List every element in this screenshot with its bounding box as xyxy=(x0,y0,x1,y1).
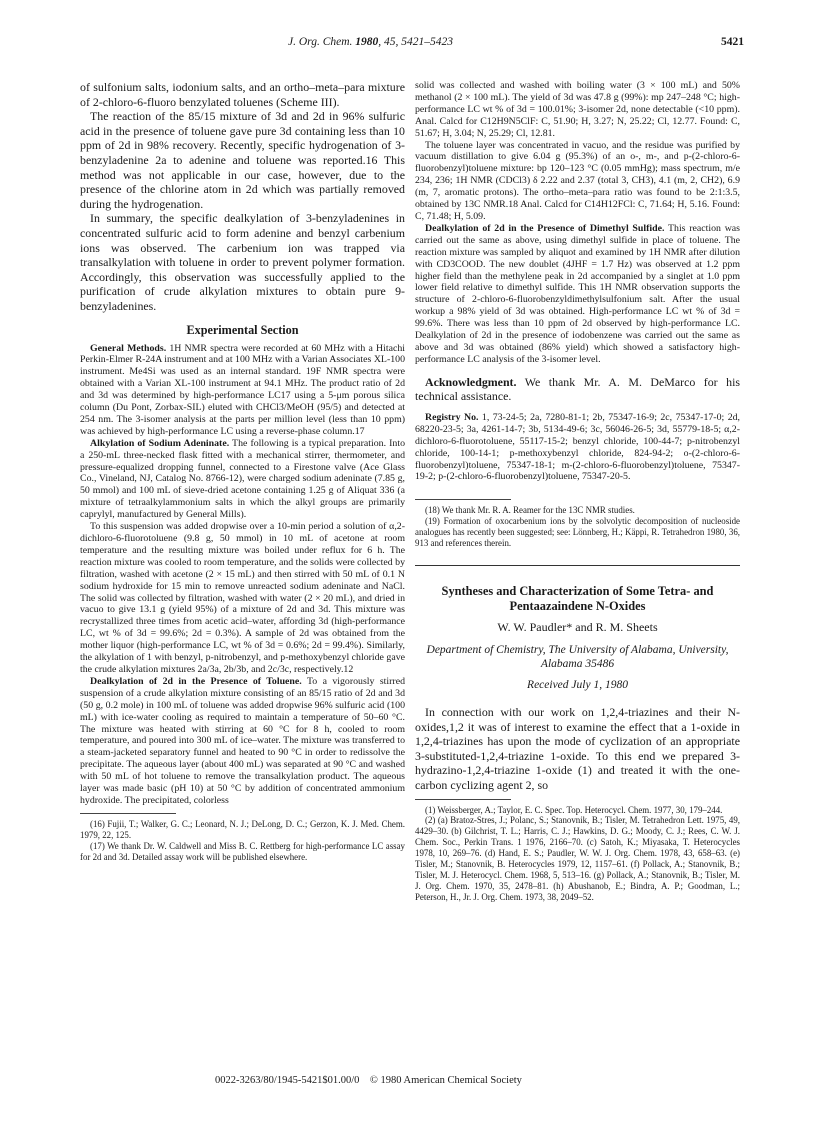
journal-pages: , 5421–5423 xyxy=(395,36,454,48)
paragraph-body: We thank Mr. A. M. DeMarco for his technical assistance. xyxy=(415,374,740,404)
received-date: Received July 1, 1980 xyxy=(527,679,628,691)
footnote: (1) Weissberger, A.; Taylor, E. C. Spec. Top. Heterocycl. Chem. 1977, 30, 179–244. xyxy=(425,804,723,815)
footnote: (19) Formation of oxocarbenium ions by the solvolytic decomposition of nucleoside analogues has recently been suggested; see: Lönnberg, H.; Käppi, R. Tetrahedron 1980, 36, 913 and references therein. xyxy=(415,516,740,549)
footer-copyright: © 1980 American Chemical Society xyxy=(369,1075,522,1086)
paragraph: In connection with our work on 1,2,4-triazines and their N-oxides,1,2 it was of interest to examine the effect that a 1-oxide in 1,2,4-triazines has upon the mode of cyclization of an appropriate 3-substituted-1,2,4-triazine 1-oxide. To this end we prepared 3-hydrazino-1,2,4-triazine 1-oxide (1) and treated it with the one-carbon cyclizing agent 2, so xyxy=(415,705,740,792)
journal-year: 1980 xyxy=(355,36,379,48)
paragraph-body: 1, 73-24-5; 2a, 7280-81-1; 2b, 75347-16-9; 2c, 75347-17-0; 2d, 68220-23-5; 3a, 4261-14-7; 3b, 5134-49-6; 3c, 56046-26-5; 3d, 55779-18-5; α,2-dichloro-6-fluorotoluene, 55117-15-2; benzyl chloride, 100-44-7; p-nitrobenzyl chloride, 100-14-1; p-methoxybenzyl chloride, 824-94-2; o-(2-chloro-6-fluorobenzyl)toluene, 75347-18-1; m-(2-chloro-6-fluorobenzyl)toluene, 75347-19-2; p-(2-chloro-6-fluorobenzyl)toluene, 75347-20-5. xyxy=(415,411,740,483)
paragraph xyxy=(80,343,405,438)
footnote: (16) Fujii, T.; Walker, G. C.; Leonard, N. J.; DeLong, D. C.; Gerzon, K. J. Med. Chem. 1979, 22, 125. xyxy=(80,818,405,840)
left-column xyxy=(80,80,405,862)
paragraph-body: The following is a typical preparation. Into a 250-mL three-necked flask fitted with a mechanical stirrer, thermometer, and pressure-equalized dropping funnel, connected to a Firestone valve (Ace Glass Co., Vineland, NJ, Catalog No. 8766-12), were charged sodium adeninate (7.85 g, 50 mmol) and 100 mL of sieve-dried acetone containing 1.25 g of Aliquat 336 (a mixture of tetraalkylammonium salts in which the alkyl groups are primarily caprylyl, manufactured by General Mills). xyxy=(80,437,405,521)
registry-numbers xyxy=(415,412,740,483)
paragraph xyxy=(80,438,405,521)
run-in-heading: Dealkylation of 2d in the Presence of Dimethyl Sulfide. xyxy=(425,222,665,234)
footer-code: 0022-3263/80/1945-5421$01.00/0 xyxy=(215,1075,360,1086)
run-in-heading: Dealkylation of 2d in the Presence of Toluene. xyxy=(90,675,302,687)
page-footer xyxy=(215,1075,522,1086)
paragraph: of sulfonium salts, iodonium salts, and an ortho–meta–para mixture of 2-chloro-6-fluoro benzylated toluenes (Scheme III). xyxy=(80,80,405,109)
footnote-divider xyxy=(415,799,511,800)
paragraph-body: To a vigorously stirred suspension of a crude alkylation mixture consisting of an 85/15 ratio of 2d and 3d (50 g, 0.2 mole) in 100 mL of toluene was added dropwise 96% sulfuric acid (100 mL) with ice-water cooling as required to maintain a temperature of 50–60 °C. The mixture was heated with stirring at 60 °C for 8 h, cooled to room temperature, and poured into 300 mL of ice–water. The mixture was transferred to a steam-jacketed separatory funnel and heated to 90 °C in order to redissolve the precipitate. The aqueous layer (about 400 mL) was separated at 90 °C and washed with 50 mL of hot toluene to remove the transalkylation product. The aqueous layer was made basic (pH 10) at 50 °C by addition of concentrated ammonium hydroxide. The precipitated, colorless xyxy=(80,675,405,806)
article-divider xyxy=(415,565,740,566)
page-number: 5421 xyxy=(721,36,744,48)
run-in-heading: Alkylation of Sodium Adeninate. xyxy=(90,437,230,449)
article-title: Syntheses and Characterization of Some Tetra- and Pentaazaindene N-Oxides xyxy=(441,584,714,613)
paragraph: To this suspension was added dropwise over a 10-min period a solution of α,2-dichloro-6-fluorotoluene (9.8 g, 50 mmol) in 10 mL of acetone at room temperature and the resulting mixture was boiled under reflux for 6 h. The reaction mixture was cooled to room temperature, and the solids were collected by filtration, washed with acetone (2 × 15 mL) and then stirred with 50 mL of 0.1 N sodium hydroxide for 15 min to remove unreacted sodium adeninate and NaCl. The solid was collected by filtration, washed with water (2 × 20 mL), and dried in vacuo to give 13.1 g (yield 95%) of a mixture of 2d and 3d. This mixture was recrystallized three times from acetic acid–water, affording 3d (high-performance LC, wt % of 3d = 99.6%; 2d = 0.3%). A sample of 2d was obtained from the mother liquor (high-performance LC, wt % of 3d = 0.6%; 2d = 99.4%). Similarly, the alkylation of 1 with benzyl, p-nitrobenzyl, and p-methoxybenzyl chloride gave the crude alkylation mixtures 2a/3a, 2b/3b, and 2c/3c, respectively.12 xyxy=(80,521,406,675)
paragraph: solid was collected and washed with boiling water (3 × 100 mL) and 50% methanol (2 × 100 mL). The yield of 3d was 47.8 g (99%): mp 247–248 °C; high-performance LC wt % of 3d = 100.01%; 3-isomer 2d, none detectable (<10 ppm). Anal. Calcd for C12H9N5ClF: C, 51.90; H, 3.27; N, 25.22; Cl, 12.77. Found: C, 51.67; H, 3.04; N, 25.29; Cl, 12.81. xyxy=(415,80,740,139)
right-column xyxy=(415,80,740,903)
footnote-divider xyxy=(80,813,176,814)
paragraph: In summary, the specific dealkylation of 3-benzyladenines in concentrated sulfuric acid to form adenine and benzyl carbenium ions was observed. The carbenium ion was trapped via transalkylation with toluene in order to prevent polymer formation. Accordingly, this observation was successfully applied to the purification of crude alkylation mixtures to obtain pure 9-benzyladenines. xyxy=(80,211,405,313)
run-in-heading: General Methods. xyxy=(90,342,167,354)
running-header: J. Org. Chem. 1980, 45, 5421–5423 xyxy=(288,36,454,48)
footnote-divider xyxy=(415,499,511,500)
footnote: (17) We thank Dr. W. Caldwell and Miss B. C. Rettberg for high-performance LC assay for 2d and 3d. Detailed assay work will be published elsewhere. xyxy=(80,840,405,862)
acknowledgment xyxy=(415,375,740,404)
paragraph xyxy=(80,676,405,807)
paragraph: The reaction of the 85/15 mixture of 3d and 2d in 96% sulfuric acid in the presence of toluene gave pure 3d containing less than 10 ppm of 2d in 98% recovery. Recently, specific hydrogenation of 3-benzyladenine 2a to adenine and toluene was reported.16 This method was not applicable in our case, however, due to the presence of the chlorine atom in 2d which was partially removed during the hydrogenation. xyxy=(80,109,405,211)
paragraph-body: 1H NMR spectra were recorded at 60 MHz with a Hitachi Perkin-Elmer R-24A instrument and at 100 MHz with a Varian Associates XL-100 instrument. Me4Si was used as an internal standard. 19F NMR spectra were obtained with a Varian XL-100 instrument at 94.1 MHz. The product ratio of 2d and 3d was determined by high-performance LC17 using a 5-μm porous silica column (Du Pont, Zorbax-SIL) eluted with CHCl3/MeOH (95/5) and detected at 254 nm. The 3-isomer analysis at the parts per million level (less than 10 ppm) was achieved by high-performance LC using a reverse-phase column.17 xyxy=(80,342,405,437)
footnote: (18) We thank Mr. R. A. Reamer for the 13C NMR studies. xyxy=(425,505,635,516)
run-in-heading: Acknowledgment. xyxy=(425,374,517,389)
run-in-heading: Registry No. xyxy=(425,411,479,423)
journal-name: J. Org. Chem. xyxy=(288,36,353,48)
paragraph-body: This reaction was carried out the same as above, using dimethyl sulfide in place of toluene. The reaction mixture was sampled by aliquot and examined by 1H NMR after dilution with CD3COOD. The new doublet (4JHF = 1.7 Hz) was observed at 1.2 ppm higher field than the methylene peak in 2d accompanied by a singlet at 1.0 ppm lower field relative to dimethyl sulfide. This 1H NMR observation supports the structure of 2-chloro-6-fluorobenzyldimethylsulfonium salt. After the usual workup a 98% yield of 3d was obtained. High-performance LC wt % of 3d = 99.6%. There was less than 10 ppm of 2d observed by high-performance LC. Dealkylation of 2d in the presence of iodobenzene was carried out the same as above and 3d was obtained (86% yield) which showed a satisfactory high-performance LC analysis of the 3-isomer level. xyxy=(415,222,740,365)
paragraph xyxy=(415,223,740,366)
journal-volume: 45 xyxy=(384,36,396,48)
footnote: (2) (a) Bratoz-Stres, J.; Polanc, S.; Stanovnik, B.; Tisler, M. Tetrahedron Lett. 1975, 49, 4429–30. (b) Gilchrist, T. L.; Harris, C. J.; Hawkins, D. G.; Moody, C. J.; Rees, C. W. J. Chem. Soc., Perkin Trans. 1 1976, 2166–70. (c) Satoh, K.; Miyasaka, T. Heterocycles 1978, 10, 269–76. (d) Hand, E. S.; Paudler, W. W. J. Org. Chem. 1978, 43, 658–63. (e) Tisler, M.; Stanovnik, B. Heterocycles 1979, 12, 1157–61. (f) Pollack, A.; Stanovnik, B.; Tisler, M. J. Heterocycl. Chem. 1968, 5, 513–16. (g) Pollack, A.; Stanovnik, B.; Tisler, M. J. Org. Chem. 1970, 35, 2478–81. (h) Abushanob, E.; Bindra, A. P.; Goodman, L.; Peterson, H., Jr. J. Org. Chem. 1973, 38, 2049–52. xyxy=(415,815,740,902)
article-authors: W. W. Paudler* and R. M. Sheets xyxy=(497,620,658,634)
paragraph: The toluene layer was concentrated in vacuo, and the residue was purified by vacuum distillation to give 6.04 g (95.3%) of an o-, m-, and p-(2-chloro-6-fluorobenzyl)toluene mixture: bp 120–123 °C (0.05 mmHg); mass spectrum, m/e 234, 236; 1H NMR (CDCl3) δ 2.22 and 2.37 (total 3, CH3), 4.1 (m, 2, CH2), 6.9 (m, 7, aromatic protons). The ortho–meta–para ratio was found to be 2:1:3.5, obtained by 13C NMR.18 Anal. Calcd for C14H12FCl: C, 71.64; H, 5.16. Found: C, 71.48; H, 5.09. xyxy=(415,139,740,222)
article-affiliation: Department of Chemistry, The University of Alabama, University, Alabama 35486 xyxy=(426,644,729,670)
section-heading: Experimental Section xyxy=(186,322,299,337)
